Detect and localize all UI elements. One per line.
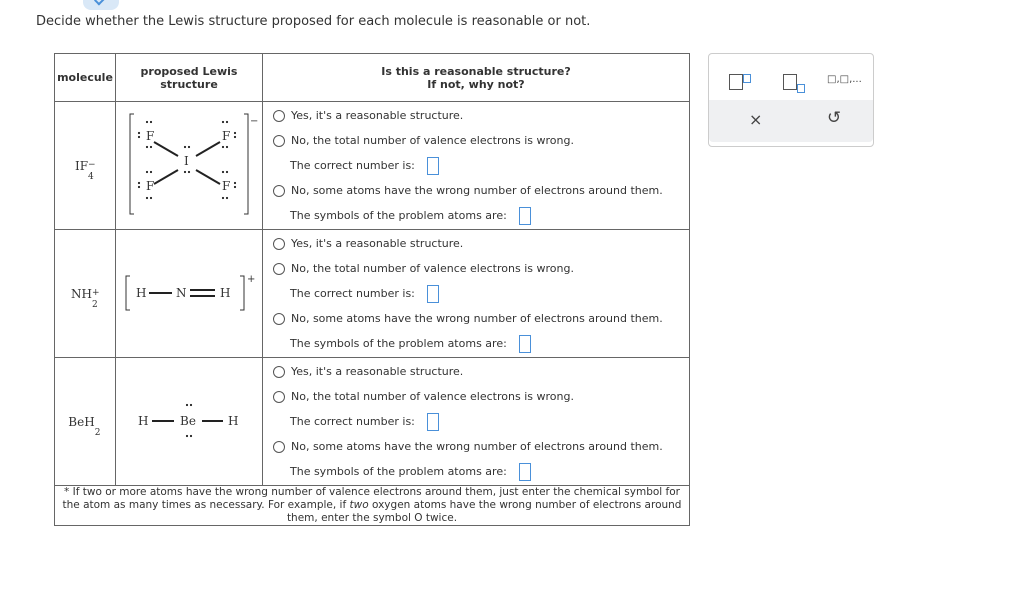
atom-n-center: N [176, 286, 187, 300]
problem-atoms-row: The symbols of the problem atoms are: [263, 203, 689, 228]
header-lewis: proposed Lewis structure [116, 54, 263, 102]
footnote: * If two or more atoms have the wrong number of valence electrons around them, just enter the chemical symbol for the atom as many times as necessary. For example, if two oxygen atoms have the wrong number of electrons around them, enter the symbol O twice. [55, 486, 690, 526]
table-row [55, 102, 690, 230]
option-wrong-atoms[interactable]: No, some atoms have the wrong number of electrons around them. [263, 434, 689, 459]
problem-atoms-row: The symbols of the problem atoms are: [263, 331, 689, 356]
radio-icon[interactable] [273, 238, 285, 250]
charge-label: + [247, 274, 256, 285]
option-yes[interactable]: Yes, it's a reasonable structure. [263, 231, 689, 256]
box-icon [729, 74, 743, 90]
superscript-tool[interactable] [729, 74, 751, 93]
atom-f-bottom-left: F [146, 179, 155, 193]
subscript-icon [797, 84, 805, 93]
option-yes[interactable]: Yes, it's a reasonable structure. [263, 103, 689, 128]
radio-icon[interactable] [273, 441, 285, 453]
atom-h-left: H [136, 286, 147, 300]
option-wrong-total[interactable]: No, the total number of valence electrons is wrong. [263, 256, 689, 281]
problem-atoms-input[interactable] [519, 463, 531, 481]
problem-atoms-input[interactable] [519, 207, 531, 225]
correct-number-input[interactable] [427, 157, 439, 175]
collapse-tab[interactable] [83, 0, 119, 10]
correct-number-input[interactable] [427, 285, 439, 303]
radio-icon[interactable] [273, 185, 285, 197]
answer-options-if4 [263, 102, 690, 230]
question-prompt: Decide whether the Lewis structure proposed for each molecule is reasonable or not. [36, 14, 591, 29]
atom-i-center: I [184, 154, 189, 168]
atom-f-top-right: F [222, 129, 231, 143]
header-question: Is this a reasonable structure? If not, why not? [263, 54, 690, 102]
radio-icon[interactable] [273, 391, 285, 403]
box-icon [783, 74, 797, 90]
undo-button[interactable]: ↺ [827, 108, 842, 128]
correct-number-row: The correct number is: [263, 153, 689, 178]
clear-button[interactable]: × [749, 110, 763, 129]
option-wrong-total[interactable]: No, the total number of valence electrons is wrong. [263, 128, 689, 153]
table-row [55, 230, 690, 358]
molecule-formula: BeH 2 [55, 358, 116, 486]
atom-f-top-left: F [146, 129, 155, 143]
atom-f-bottom-right: F [222, 179, 231, 193]
problem-atoms-row: The symbols of the problem atoms are: [263, 459, 689, 484]
lewis-structure-if4 [116, 102, 263, 230]
chevron-down-icon [94, 0, 106, 6]
answer-options-nh2 [263, 230, 690, 358]
subscript-tool[interactable] [783, 74, 805, 93]
radio-icon[interactable] [273, 313, 285, 325]
correct-number-row: The correct number is: [263, 281, 689, 306]
radio-icon[interactable] [273, 135, 285, 147]
problem-atoms-input[interactable] [519, 335, 531, 353]
charge-label: − [250, 116, 259, 127]
lewis-structure-beh2 [116, 358, 263, 486]
list-tool[interactable]: □,□,... [827, 74, 862, 85]
atom-h-right: H [228, 414, 239, 428]
superscript-icon [743, 74, 751, 83]
atom-h-left: H [138, 414, 149, 428]
lewis-diagram-nh2 [116, 230, 262, 354]
option-wrong-total[interactable]: No, the total number of valence electrons is wrong. [263, 384, 689, 409]
header-molecule: molecule [55, 54, 116, 102]
option-wrong-atoms[interactable]: No, some atoms have the wrong number of electrons around them. [263, 306, 689, 331]
molecule-formula: IF − 4 [55, 102, 116, 230]
lewis-diagram-beh2 [116, 358, 262, 482]
radio-icon[interactable] [273, 263, 285, 275]
option-wrong-atoms[interactable]: No, some atoms have the wrong number of electrons around them. [263, 178, 689, 203]
table-row [55, 358, 690, 486]
correct-number-row: The correct number is: [263, 409, 689, 434]
molecule-formula: NH + 2 [55, 230, 116, 358]
option-yes[interactable]: Yes, it's a reasonable structure. [263, 359, 689, 384]
lewis-structure-nh2 [116, 230, 263, 358]
lewis-structure-table [54, 53, 690, 526]
correct-number-input[interactable] [427, 413, 439, 431]
answer-toolbox [708, 53, 874, 147]
atom-be-center: Be [180, 414, 196, 428]
toolbox-actions [709, 100, 873, 142]
lewis-diagram-if4 [116, 102, 262, 226]
radio-icon[interactable] [273, 110, 285, 122]
atom-h-right: H [220, 286, 231, 300]
radio-icon[interactable] [273, 366, 285, 378]
answer-options-beh2 [263, 358, 690, 486]
